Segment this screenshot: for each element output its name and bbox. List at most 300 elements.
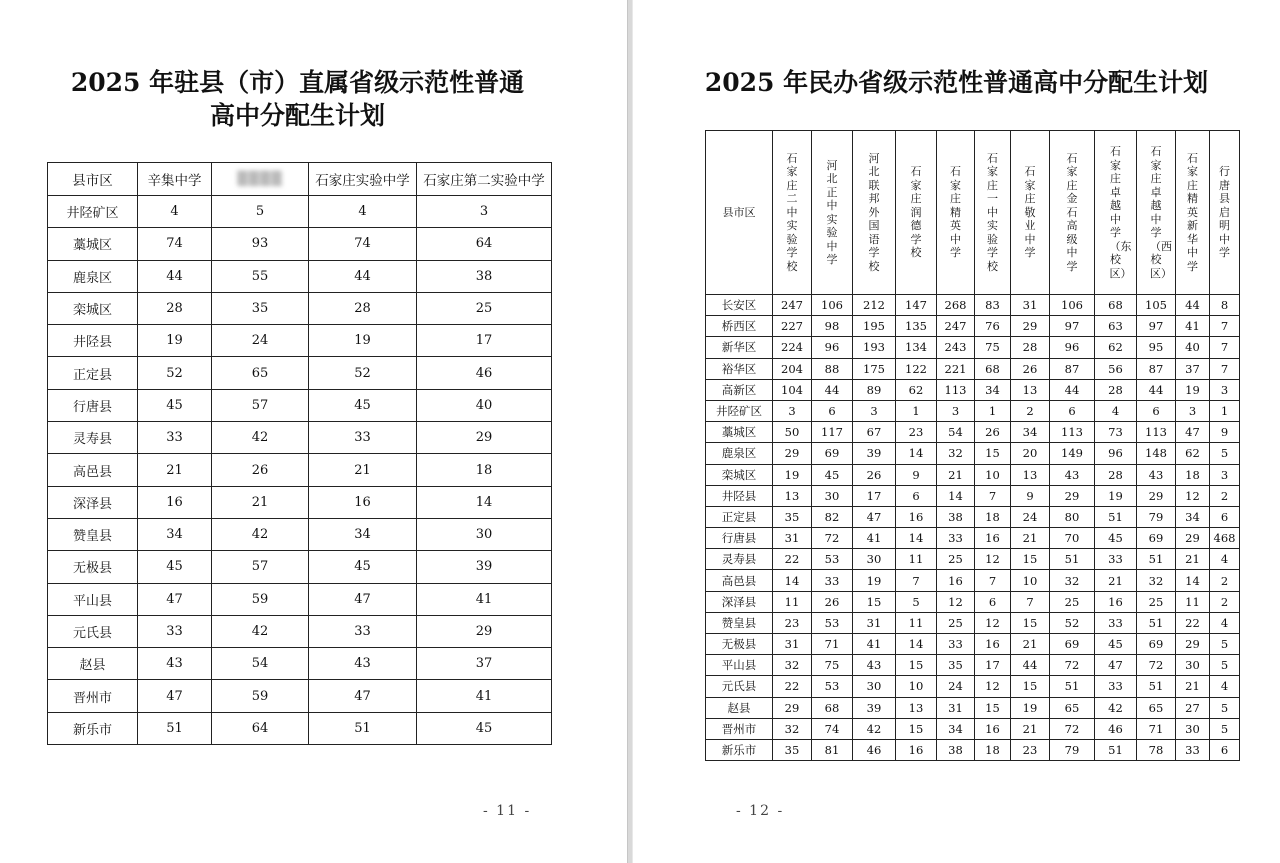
right-table-header-cell [706,131,773,295]
right-table-value-cell: 42 [1095,697,1137,718]
right-page-title: 2025 年民办省级示范性普通高中分配生计划 [704,68,1209,97]
right-table-value-cell: 23 [773,612,812,633]
right-table-row [706,443,1240,464]
right-table-value-cell: 89 [853,379,896,400]
right-table-value-cell: 7 [1210,337,1240,358]
right-table-value-cell: 13 [1011,379,1050,400]
right-table-value-cell: 72 [1050,718,1095,739]
right-table-value-cell: 30 [812,485,853,506]
left-table-row [48,260,552,292]
left-table-value-cell: 4 [309,196,417,228]
right-table-value-cell: 27 [1176,697,1210,718]
right-table-header-cell [1095,131,1137,295]
right-table-value-cell: 32 [937,443,975,464]
right-table-value-cell: 12 [975,549,1011,570]
right-table-value-cell: 32 [773,655,812,676]
left-table-value-cell: 59 [212,583,309,615]
left-table-value-cell: 52 [309,357,417,389]
right-table-value-cell: 1 [975,400,1011,421]
right-table-value-cell: 31 [773,634,812,655]
right-table-value-cell: 83 [975,295,1011,316]
right-table-value-cell: 15 [1011,676,1050,697]
right-table-value-cell: 7 [1011,591,1050,612]
right-table-value-cell: 81 [812,739,853,760]
right-table-value-cell: 47 [853,506,896,527]
right-table-value-cell: 6 [812,400,853,421]
right-table-value-cell: 14 [896,634,937,655]
right-table-row [706,422,1240,443]
right-table-header-label: 石家庄精英新华中学 [1187,151,1198,273]
right-table-value-cell: 14 [937,485,975,506]
right-table-value-cell: 19 [773,464,812,485]
right-table-value-cell: 53 [812,612,853,633]
right-table-district-cell: 赵县 [706,697,773,718]
right-table-district-cell: 新华区 [706,337,773,358]
left-table-value-cell: 41 [417,583,552,615]
right-table-value-cell: 18 [975,506,1011,527]
right-table-value-cell: 62 [896,379,937,400]
right-table-header-label: 石家庄二中实验学校 [786,151,798,273]
right-table-value-cell: 97 [1050,316,1095,337]
right-table-value-cell: 7 [975,570,1011,591]
left-table-value-cell: 29 [417,422,552,454]
left-table-row [48,454,552,486]
right-table-value-cell: 33 [1095,549,1137,570]
right-table-value-cell: 20 [1011,443,1050,464]
right-table-value-cell: 42 [853,718,896,739]
right-table-value-cell: 25 [937,612,975,633]
left-table-value-cell: 21 [309,454,417,486]
right-table-value-cell: 71 [1137,718,1176,739]
right-table-value-cell: 18 [975,739,1011,760]
right-table-value-cell: 16 [896,506,937,527]
left-table-value-cell: 29 [417,615,552,647]
right-table-value-cell: 96 [812,337,853,358]
right-table-value-cell: 31 [773,528,812,549]
right-table-value-cell: 4 [1210,549,1240,570]
left-table-header-label: ▒▒▒▒ [237,171,283,187]
right-table-value-cell: 5 [1210,697,1240,718]
right-table-value-cell: 51 [1095,739,1137,760]
right-table-value-cell: 16 [1095,591,1137,612]
left-table-district-cell: 井陉矿区 [48,196,138,228]
right-table-value-cell: 68 [1095,295,1137,316]
right-table-row [706,485,1240,506]
right-table-value-cell: 29 [1176,634,1210,655]
right-table-header-cell [937,131,975,295]
right-table-value-cell: 33 [1095,676,1137,697]
right-table-row [706,358,1240,379]
right-table-row [706,464,1240,485]
right-table-value-cell: 53 [812,549,853,570]
left-table-value-cell: 59 [212,680,309,712]
left-table-row [48,357,552,389]
right-table-value-cell: 5 [1210,655,1240,676]
right-table-value-cell: 106 [1050,295,1095,316]
left-table-district-cell: 平山县 [48,583,138,615]
right-table-value-cell: 6 [1137,400,1176,421]
right-table-value-cell: 247 [937,316,975,337]
right-table-value-cell: 33 [1176,739,1210,760]
right-table-value-cell: 16 [896,739,937,760]
right-table-value-cell: 24 [937,676,975,697]
right-table-value-cell: 25 [1050,591,1095,612]
left-table-district-cell: 无极县 [48,551,138,583]
right-table-value-cell: 16 [975,718,1011,739]
right-table-value-cell: 38 [937,506,975,527]
right-table-value-cell: 113 [1137,422,1176,443]
right-table-value-cell: 75 [975,337,1011,358]
left-page-title [0,66,595,132]
right-table-district-cell: 正定县 [706,506,773,527]
right-table-value-cell: 41 [853,634,896,655]
right-table-value-cell: 23 [1011,739,1050,760]
left-table-district-cell: 灵寿县 [48,422,138,454]
left-table-value-cell: 4 [138,196,212,228]
left-table-value-cell: 45 [309,389,417,421]
right-table-value-cell: 65 [1050,697,1095,718]
right-table-value-cell: 96 [1095,443,1137,464]
right-table-value-cell: 35 [773,739,812,760]
right-table-value-cell: 148 [1137,443,1176,464]
right-table-value-cell: 7 [975,485,1011,506]
left-table-header-cell [212,163,309,196]
right-table-value-cell: 12 [937,591,975,612]
right-table-value-cell: 13 [773,485,812,506]
right-table-value-cell: 11 [773,591,812,612]
right-table-value-cell: 13 [1011,464,1050,485]
right-table-value-cell: 51 [1050,676,1095,697]
right-table-value-cell: 32 [1050,570,1095,591]
left-table-value-cell: 51 [138,712,212,744]
left-table-value-cell: 33 [138,422,212,454]
right-table-district-cell: 平山县 [706,655,773,676]
right-table-value-cell: 34 [937,718,975,739]
left-table-row [48,389,552,421]
right-table-value-cell: 29 [773,697,812,718]
right-table-value-cell: 44 [1050,379,1095,400]
right-table-value-cell: 26 [853,464,896,485]
right-table-district-cell: 新乐市 [706,739,773,760]
right-table-value-cell: 67 [853,422,896,443]
right-table-value-cell: 12 [975,676,1011,697]
right-table-value-cell: 37 [1176,358,1210,379]
right-table-value-cell: 1 [1210,400,1240,421]
right-table-value-cell: 11 [1176,591,1210,612]
left-table-value-cell: 17 [417,325,552,357]
right-table-value-cell: 31 [1011,295,1050,316]
right-table-value-cell: 21 [937,464,975,485]
right-table-value-cell: 39 [853,697,896,718]
right-table-value-cell: 2 [1210,485,1240,506]
right-table-value-cell: 268 [937,295,975,316]
right-table-row [706,697,1240,718]
right-table-value-cell: 46 [1095,718,1137,739]
right-table-value-cell: 135 [896,316,937,337]
left-table-value-cell: 37 [417,648,552,680]
left-table-row [48,486,552,518]
right-table-header-cell [896,131,937,295]
right-table-value-cell: 15 [975,443,1011,464]
right-table-value-cell: 32 [773,718,812,739]
left-table-district-cell: 高邑县 [48,454,138,486]
left-table-header-label: 石家庄实验中学 [315,173,410,189]
left-table-header-cell [417,163,552,196]
right-table-value-cell: 24 [1011,506,1050,527]
left-table-value-cell: 33 [309,615,417,647]
right-table-value-cell: 44 [1176,295,1210,316]
right-table-value-cell: 5 [896,591,937,612]
left-table-value-cell: 16 [138,486,212,518]
right-table-header-label: 石家庄一中实验学校 [987,151,998,273]
right-table-row [706,634,1240,655]
left-table-value-cell: 39 [417,551,552,583]
left-table-row [48,648,552,680]
left-table-value-cell: 3 [417,196,552,228]
right-table-district-cell: 裕华区 [706,358,773,379]
right-table-value-cell: 63 [1095,316,1137,337]
right-table-value-cell: 17 [975,655,1011,676]
right-table-value-cell: 50 [773,422,812,443]
right-table-value-cell: 82 [812,506,853,527]
right-table-value-cell: 9 [1011,485,1050,506]
right-table-value-cell: 9 [1210,422,1240,443]
left-table-value-cell: 18 [417,454,552,486]
right-table-header-cell [853,131,896,295]
left-table-district-cell: 栾城区 [48,292,138,324]
right-table-header-label: 石家庄敬业中学 [1024,165,1036,260]
right-table-row [706,295,1240,316]
right-table-value-cell: 3 [773,400,812,421]
right-table-value-cell: 56 [1095,358,1137,379]
left-table-value-cell: 45 [417,712,552,744]
right-table-value-cell: 2 [1210,591,1240,612]
left-table-value-cell: 41 [417,680,552,712]
left-table-value-cell: 43 [138,648,212,680]
left-table-district-cell: 新乐市 [48,712,138,744]
right-table-value-cell: 6 [975,591,1011,612]
right-table-value-cell: 221 [937,358,975,379]
right-table-value-cell: 95 [1137,337,1176,358]
left-table-district-cell: 赞皇县 [48,518,138,550]
right-table-district-cell: 行唐县 [706,528,773,549]
left-table-value-cell: 34 [309,518,417,550]
left-table-header-cell [309,163,417,196]
right-table-value-cell: 15 [1011,549,1050,570]
right-table-value-cell: 78 [1137,739,1176,760]
right-table-value-cell: 69 [812,443,853,464]
right-table-value-cell: 44 [812,379,853,400]
right-table-row [706,528,1240,549]
right-table-header-label: 县市区 [722,205,756,219]
left-table-value-cell: 74 [309,228,417,260]
left-table-row [48,292,552,324]
left-table-value-cell: 45 [309,551,417,583]
right-table-row [706,379,1240,400]
right-table-header-cell [1011,131,1050,295]
right-table-header-cell [975,131,1011,295]
left-table-value-cell: 74 [138,228,212,260]
left-title-line1: 2025 年驻县（市）直属省级示范性普通 [70,68,525,97]
right-table-value-cell: 51 [1095,506,1137,527]
left-table-value-cell: 28 [309,292,417,324]
left-table-header-label: 石家庄第二实验中学 [423,173,545,189]
right-table-header-cell [812,131,853,295]
left-table-value-cell: 34 [138,518,212,550]
right-table-header-cell [1050,131,1095,295]
right-table-value-cell: 19 [1095,485,1137,506]
right-table-value-cell: 2 [1210,570,1240,591]
right-table-value-cell: 3 [1210,464,1240,485]
right-table-header-cell [1210,131,1240,295]
right-table-value-cell: 21 [1095,570,1137,591]
right-table-value-cell: 175 [853,358,896,379]
left-table-value-cell: 24 [212,325,309,357]
left-table-district-cell: 鹿泉区 [48,260,138,292]
right-table-value-cell: 72 [812,528,853,549]
left-table-header-cell [138,163,212,196]
right-table-district-cell: 鹿泉区 [706,443,773,464]
left-table-value-cell: 19 [309,325,417,357]
right-table-value-cell: 34 [975,379,1011,400]
right-table-value-cell: 11 [896,612,937,633]
right-table-value-cell: 122 [896,358,937,379]
right-table-value-cell: 21 [1011,528,1050,549]
right-table-value-cell: 34 [1176,506,1210,527]
right-table-value-cell: 72 [1050,655,1095,676]
right-table-value-cell: 72 [1137,655,1176,676]
right-table-value-cell: 98 [812,316,853,337]
right-table-value-cell: 25 [937,549,975,570]
right-table-value-cell: 25 [1137,591,1176,612]
right-table-value-cell: 5 [1210,634,1240,655]
right-page-number: - 12 - [736,803,785,819]
left-table-district-cell: 藁城区 [48,228,138,260]
left-table-value-cell: 93 [212,228,309,260]
right-table-value-cell: 30 [853,676,896,697]
right-table-value-cell: 79 [1050,739,1095,760]
right-table-value-cell: 3 [1176,400,1210,421]
right-table-value-cell: 46 [853,739,896,760]
right-table-district-cell: 井陉县 [706,485,773,506]
right-table-row [706,591,1240,612]
right-table-value-cell: 193 [853,337,896,358]
left-table-value-cell: 40 [417,389,552,421]
left-table-value-cell: 45 [138,551,212,583]
left-table-value-cell: 35 [212,292,309,324]
right-table-value-cell: 14 [896,528,937,549]
left-table-value-cell: 51 [309,712,417,744]
right-table-value-cell: 70 [1050,528,1095,549]
right-table-header-cell [773,131,812,295]
right-table-value-cell: 53 [812,676,853,697]
right-table-value-cell: 13 [896,697,937,718]
right-table-header-label: 行唐县启明中学 [1219,165,1230,260]
right-table-value-cell: 10 [1011,570,1050,591]
right-table-value-cell: 28 [1011,337,1050,358]
right-table-value-cell: 41 [1176,316,1210,337]
right-table-value-cell: 22 [773,676,812,697]
left-table-row [48,583,552,615]
right-table-value-cell: 35 [937,655,975,676]
right-table-value-cell: 19 [1011,697,1050,718]
left-table-header-label: 辛集中学 [147,173,202,189]
right-table-value-cell: 31 [937,697,975,718]
left-table-value-cell: 43 [309,648,417,680]
left-table-value-cell: 42 [212,518,309,550]
right-table-value-cell: 21 [1176,676,1210,697]
right-table-value-cell: 6 [1050,400,1095,421]
right-table-district-cell: 赞皇县 [706,612,773,633]
right-table-value-cell: 62 [1095,337,1137,358]
left-table-district-cell: 井陉县 [48,325,138,357]
right-table-value-cell: 19 [853,570,896,591]
right-table-value-cell: 18 [1176,464,1210,485]
left-table-value-cell: 47 [309,583,417,615]
right-table-value-cell: 26 [812,591,853,612]
right-table-value-cell: 71 [812,634,853,655]
right-table-value-cell: 51 [1050,549,1095,570]
left-table-header-label: 县市区 [72,173,113,189]
right-allocation-table [705,130,1240,761]
right-table-value-cell: 195 [853,316,896,337]
right-table-value-cell: 74 [812,718,853,739]
right-table-value-cell: 26 [1011,358,1050,379]
right-table-value-cell: 28 [1095,379,1137,400]
right-table-value-cell: 33 [937,634,975,655]
right-table-value-cell: 134 [896,337,937,358]
right-table-value-cell: 22 [773,549,812,570]
right-table-value-cell: 22 [1176,612,1210,633]
left-table-value-cell: 33 [138,615,212,647]
right-table-value-cell: 87 [1050,358,1095,379]
right-table-value-cell: 51 [1137,549,1176,570]
left-table-row [48,518,552,550]
left-table-value-cell: 64 [212,712,309,744]
left-table-value-cell: 5 [212,196,309,228]
right-table-value-cell: 39 [853,443,896,464]
right-table-value-cell: 79 [1137,506,1176,527]
left-table-value-cell: 55 [212,260,309,292]
right-table-value-cell: 80 [1050,506,1095,527]
right-table-value-cell: 16 [937,570,975,591]
left-table-value-cell: 25 [417,292,552,324]
right-table-value-cell: 113 [937,379,975,400]
right-table-value-cell: 113 [1050,422,1095,443]
right-table-row [706,612,1240,633]
right-table-value-cell: 54 [937,422,975,443]
right-table-value-cell: 7 [896,570,937,591]
left-table-value-cell: 47 [309,680,417,712]
right-table-value-cell: 1 [896,400,937,421]
left-table-value-cell: 46 [417,357,552,389]
right-table-district-cell: 高新区 [706,379,773,400]
right-table-district-cell: 无极县 [706,634,773,655]
left-table-row [48,615,552,647]
left-table-district-cell: 正定县 [48,357,138,389]
right-table-value-cell: 97 [1137,316,1176,337]
right-table-value-cell: 224 [773,337,812,358]
right-table-row [706,676,1240,697]
right-table-row [706,549,1240,570]
right-table-value-cell: 68 [975,358,1011,379]
right-table-header-cell [1137,131,1176,295]
right-table-value-cell: 51 [1137,676,1176,697]
left-table-value-cell: 57 [212,389,309,421]
right-table-value-cell: 52 [1050,612,1095,633]
right-table-district-cell: 元氏县 [706,676,773,697]
right-table-value-cell: 45 [1095,528,1137,549]
